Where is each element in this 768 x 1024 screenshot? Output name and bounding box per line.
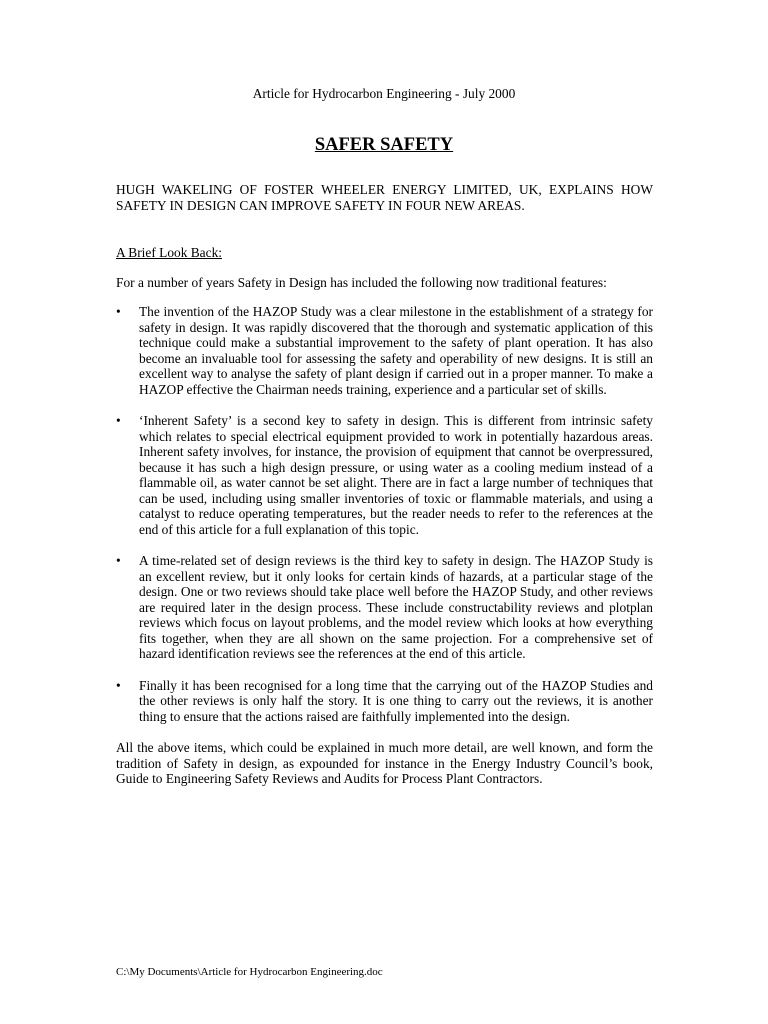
intro-paragraph: HUGH WAKELING OF FOSTER WHEELER ENERGY LIMITED, UK, EXPLAINS HOW SAFETY IN DESIGN CAN IMPROVE SAFETY IN FOUR NEW AREAS. — [116, 182, 653, 213]
list-item-text: The invention of the HAZOP Study was a clear milestone in the establishment of a strategy for safety in design. It was rapidly discovered that the thorough and systematic application of this technique could make a substantial improvement to the safety of plant operation. It has also become an invaluable tool for assessing the safety and operability of new designs. It is still an excellent way to analyse the safety of plant design if carried out in a proper manner. To make a HAZOP effective the Chairman needs training, experience and a particular set of skills. — [139, 304, 653, 397]
list-item-text: A time-related set of design reviews is the third key to safety in design. The HAZOP Study is an excellent review, but it only looks for certain kinds of hazards, at a particular stage of the design. One or two reviews should take place well before the HAZOP Study, and other reviews are required later in the design process. These include constructability reviews and plotplan reviews which focus on layout problems, and the model review which looks at how everything fits together, when they are all shown on the same projection. For a comprehensive set of hazard identification reviews see the references at the end of this article. — [139, 553, 653, 661]
list-item-text: ‘Inherent Safety’ is a second key to safety in design. This is different from intrinsic safety which relates to special electrical equipment provided to work in potentially hazardous areas. Inherent safety involves, for instance, the provision of equipment that cannot be overpressured, because it has such a high design pressure, or using water as a cooling medium instead of a flammable oil, as water cannot be set alight. There are in fact a large number of techniques that can be used, including using smaller inventories of toxic or flammable materials, and using a catalyst to reduce operating temperatures, but the reader needs to refer to the references at the end of this article for a full explanation of this topic. — [139, 413, 653, 537]
list-item — [116, 678, 653, 725]
list-item-text: Finally it has been recognised for a long time that the carrying out of the HAZOP Studies and the other reviews is only half the story. It is one thing to carry out the reviews, it is another thing to ensure that the actions raised are faithfully implemented into the design. — [139, 677, 653, 724]
list-item — [116, 413, 653, 537]
bullet-icon: • — [116, 677, 121, 693]
feature-list — [116, 304, 653, 724]
bullet-icon: • — [116, 304, 121, 319]
page-title: SAFER SAFETY — [314, 135, 454, 155]
section-heading: A Brief Look Back: — [116, 245, 222, 260]
closing-paragraph: All the above items, which could be explained in much more detail, are well known, and form the tradition of Safety in design, as expounded for instance in the Energy Industry Council’s book, Guide to Engineering Safety Reviews and Audits for Process Plant Contractors. — [116, 740, 653, 786]
document-header: Article for Hydrocarbon Engineering - July 2000 — [252, 86, 516, 101]
lead-paragraph: For a number of years Safety in Design has included the following now traditional features: — [116, 274, 607, 290]
list-item — [116, 553, 653, 662]
bullet-icon: • — [116, 413, 121, 428]
file-path-footer: C:\My Documents\Article for Hydrocarbon Engineering.doc — [116, 966, 383, 978]
list-item — [116, 304, 653, 397]
article-body — [116, 182, 653, 787]
bullet-icon: • — [116, 553, 121, 568]
